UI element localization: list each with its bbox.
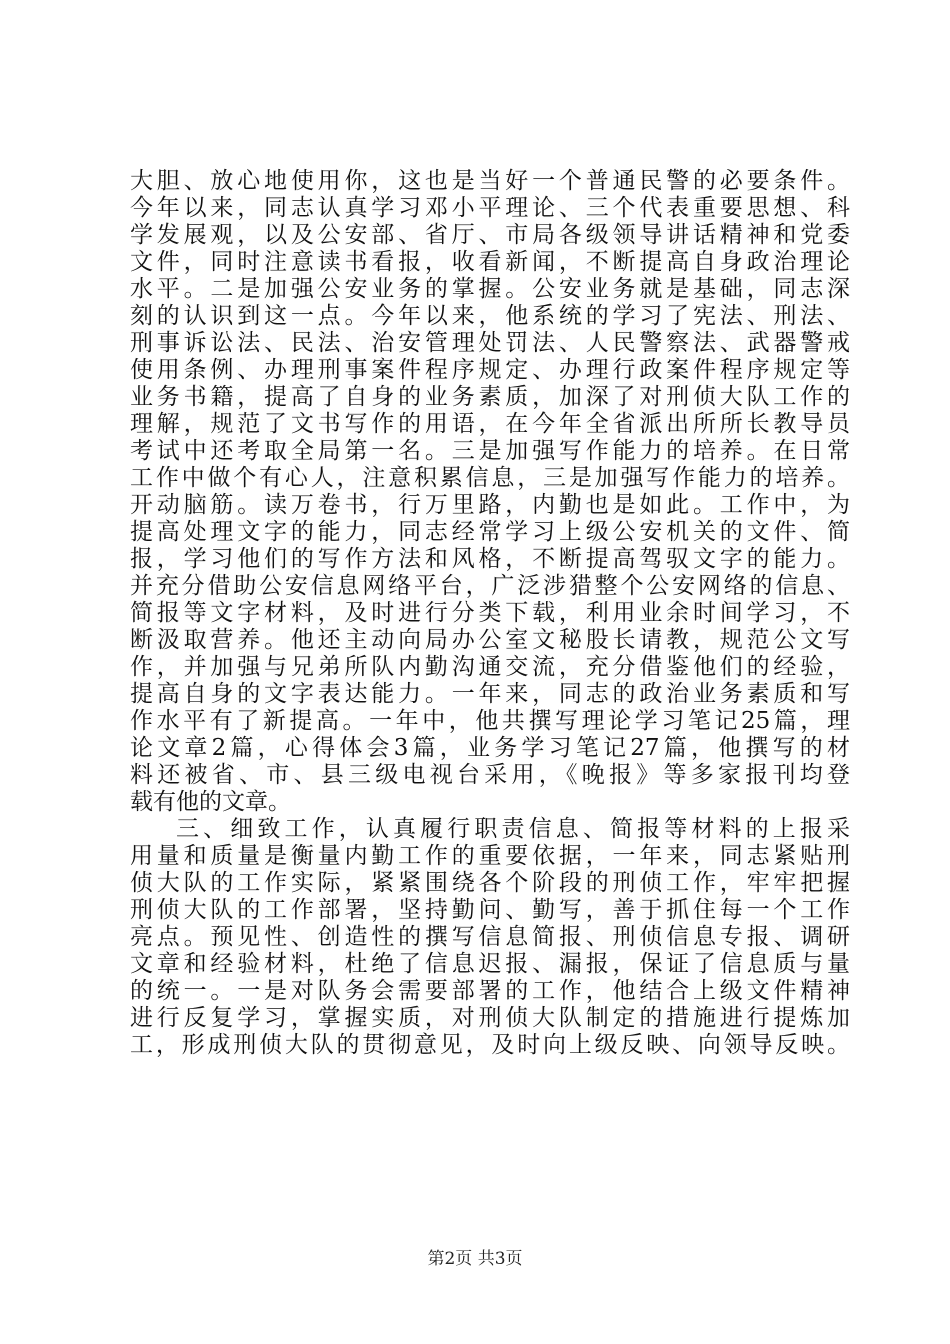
text-line: 大胆、放心地使用你，这也是当好一个普通民警的必要条件。 <box>130 168 850 194</box>
text-line: 提高处理文字的能力，同志经常学习上级公安机关的文件、简 <box>130 519 850 545</box>
text-line: 用量和质量是衡量内勤工作的重要依据，一年来，同志紧贴刑 <box>130 843 850 869</box>
text-line: 工作中做个有心人，注意积累信息，三是加强写作能力的培养。 <box>130 465 850 491</box>
text-line: 载有他的文章。 <box>130 789 291 815</box>
text-line: 今年以来，同志认真学习邓小平理论、三个代表重要思想、科 <box>130 195 850 221</box>
text-line: 简报等文字材料，及时进行分类下载，利用业余时间学习，不 <box>130 600 850 626</box>
text-line: 并充分借助公安信息网络平台，广泛涉猎整个公安网络的信息、 <box>130 573 850 599</box>
text-line: 刻的认识到这一点。今年以来，他系统的学习了宪法、刑法、 <box>130 303 850 329</box>
text-line: 刑侦大队的工作部署，坚持勤问、勤写，善于抓住每一个工作 <box>130 897 850 923</box>
text-line: 侦大队的工作实际，紧紧围绕各个阶段的刑侦工作，牢牢把握 <box>130 870 850 896</box>
page-footer <box>0 1244 950 1269</box>
text-line: 考试中还考取全局第一名。三是加强写作能力的培养。在日常 <box>130 438 850 464</box>
text-line: 作水平有了新提高。一年中，他共撰写理论学习笔记25篇，理 <box>130 708 850 734</box>
text-line: 作，并加强与兄弟所队内勤沟通交流，充分借鉴他们的经验， <box>130 654 850 680</box>
text-line: 的统一。一是对队务会需要部署的工作，他结合上级文件精神 <box>130 978 850 1004</box>
text-line: 提高自身的文字表达能力。一年来，同志的政治业务素质和写 <box>130 681 850 707</box>
paragraph-2 <box>130 816 850 1059</box>
text-line: 进行反复学习，掌握实质，对刑侦大队制定的措施进行提炼加 <box>130 1005 850 1031</box>
text-line: 业务书籍，提高了自身的业务素质，加深了对刑侦大队工作的 <box>130 384 850 410</box>
text-line: 报，学习他们的写作方法和风格，不断提高驾驭文字的能力。 <box>130 546 850 572</box>
text-line: 学发展观，以及公安部、省厅、市局各级领导讲话精神和党委 <box>130 222 850 248</box>
text-line: 文件，同时注意读书看报，收看新闻，不断提高自身政治理论 <box>130 249 850 275</box>
text-line: 理解，规范了文书写作的用语，在今年全省派出所所长教导员 <box>130 411 850 437</box>
text-line: 文章和经验材料，杜绝了信息迟报、漏报，保证了信息质与量 <box>130 951 850 977</box>
text-line: 断汲取营养。他还主动向局办公室文秘股长请教，规范公文写 <box>130 627 850 653</box>
text-line: 开动脑筋。读万卷书，行万里路，内勤也是如此。工作中，为 <box>130 492 850 518</box>
text-line: 使用条例、办理刑事案件程序规定、办理行政案件程序规定等 <box>130 357 850 383</box>
text-line: 刑事诉讼法、民法、治安管理处罚法、人民警察法、武器警戒 <box>130 330 850 356</box>
text-line: 三、细致工作，认真履行职责信息、简报等材料的上报采 <box>176 816 850 842</box>
text-line: 论文章2篇，心得体会3篇，业务学习笔记27篇，他撰写的材 <box>130 735 850 761</box>
page-number: 第2页 共3页 <box>427 1249 523 1269</box>
text-line: 料还被省、市、县三级电视台采用，《晚报》等多家报刊均登 <box>130 762 850 788</box>
text-line: 亮点。预见性、创造性的撰写信息简报、刑侦信息专报、调研 <box>130 924 850 950</box>
text-line: 水平。二是加强公安业务的掌握。公安业务就是基础，同志深 <box>130 276 850 302</box>
text-line: 工，形成刑侦大队的贯彻意见，及时向上级反映、向领导反映。 <box>130 1032 850 1058</box>
paragraph-1 <box>130 168 850 816</box>
document-body <box>130 168 850 1059</box>
